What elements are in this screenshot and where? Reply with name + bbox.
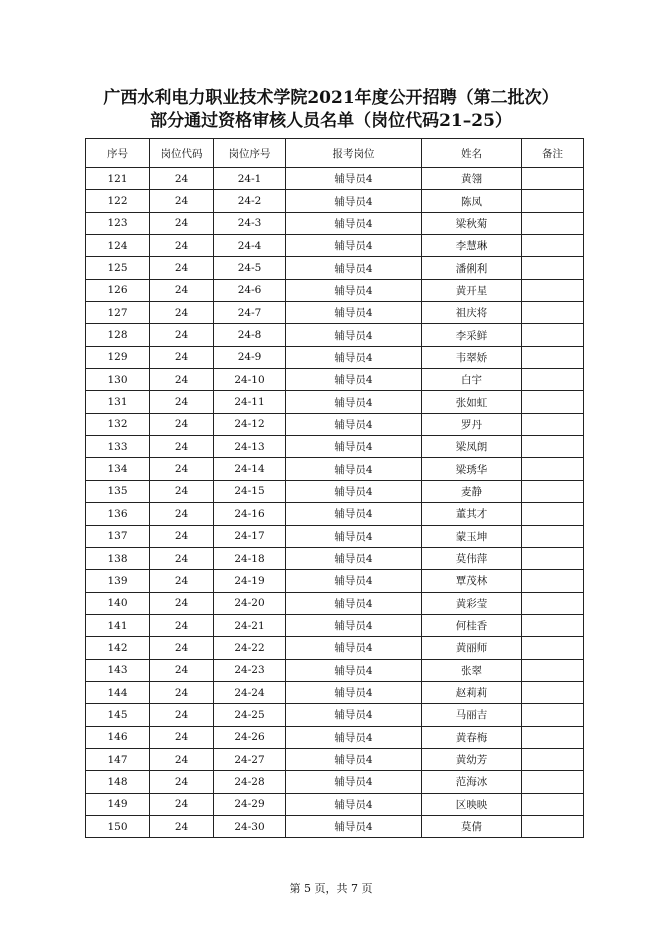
cell-remark [522, 391, 584, 413]
cell-post-code: 24 [150, 190, 214, 212]
cell-name: 梁琇华 [422, 458, 522, 480]
cell-post-code: 24 [150, 592, 214, 614]
cell-post-code: 24 [150, 748, 214, 770]
cell-applied-post: 辅导员4 [286, 480, 422, 502]
table-row [86, 480, 584, 502]
cell-remark [522, 748, 584, 770]
cell-remark [522, 257, 584, 279]
cell-no: 126 [86, 279, 150, 301]
cell-applied-post: 辅导员4 [286, 302, 422, 324]
cell-name: 白宇 [422, 369, 522, 391]
cell-applied-post: 辅导员4 [286, 168, 422, 190]
cell-post-seq: 24-19 [214, 570, 286, 592]
cell-applied-post: 辅导员4 [286, 592, 422, 614]
table-row [86, 547, 584, 569]
cell-name: 蒙玉坤 [422, 525, 522, 547]
table-row [86, 369, 584, 391]
cell-no: 125 [86, 257, 150, 279]
cell-no: 131 [86, 391, 150, 413]
document-title-line2: 部分通过资格审核人员名单（岗位代码21–25） [150, 111, 512, 131]
cell-no: 148 [86, 771, 150, 793]
cell-applied-post: 辅导员4 [286, 570, 422, 592]
cell-no: 141 [86, 614, 150, 636]
cell-post-code: 24 [150, 324, 214, 346]
cell-post-code: 24 [150, 570, 214, 592]
table-row [86, 704, 584, 726]
cell-post-seq: 24-15 [214, 480, 286, 502]
table-row [86, 302, 584, 324]
cell-name: 梁秋菊 [422, 212, 522, 234]
cell-applied-post: 辅导员4 [286, 748, 422, 770]
cell-applied-post: 辅导员4 [286, 659, 422, 681]
cell-applied-post: 辅导员4 [286, 503, 422, 525]
table-row [86, 815, 584, 837]
cell-post-code: 24 [150, 480, 214, 502]
cell-remark [522, 190, 584, 212]
cell-applied-post: 辅导员4 [286, 704, 422, 726]
cell-post-seq: 24-3 [214, 212, 286, 234]
table-row [86, 168, 584, 190]
cell-remark [522, 480, 584, 502]
table-row [86, 525, 584, 547]
cell-applied-post: 辅导员4 [286, 637, 422, 659]
cell-name: 莫伟萍 [422, 547, 522, 569]
cell-remark [522, 302, 584, 324]
cell-no: 132 [86, 413, 150, 435]
cell-name: 李采鲜 [422, 324, 522, 346]
table-row [86, 503, 584, 525]
cell-post-code: 24 [150, 547, 214, 569]
cell-applied-post: 辅导员4 [286, 235, 422, 257]
table-row [86, 458, 584, 480]
table-row [86, 257, 584, 279]
cell-post-seq: 24-17 [214, 525, 286, 547]
cell-post-code: 24 [150, 458, 214, 480]
cell-remark [522, 614, 584, 636]
cell-post-seq: 24-9 [214, 346, 286, 368]
cell-post-seq: 24-18 [214, 547, 286, 569]
cell-name: 赵莉莉 [422, 681, 522, 703]
cell-applied-post: 辅导员4 [286, 257, 422, 279]
cell-name: 黄幼芳 [422, 748, 522, 770]
cell-name: 梁凤朗 [422, 436, 522, 458]
cell-remark [522, 436, 584, 458]
cell-remark [522, 704, 584, 726]
table-row [86, 324, 584, 346]
cell-post-seq: 24-23 [214, 659, 286, 681]
cell-no: 121 [86, 168, 150, 190]
table-body [86, 168, 584, 838]
cell-name: 黄开星 [422, 279, 522, 301]
cell-post-seq: 24-10 [214, 369, 286, 391]
table-row [86, 279, 584, 301]
cell-applied-post: 辅导员4 [286, 413, 422, 435]
cell-remark [522, 458, 584, 480]
cell-no: 139 [86, 570, 150, 592]
cell-post-seq: 24-5 [214, 257, 286, 279]
table-row [86, 614, 584, 636]
table-row [86, 235, 584, 257]
cell-remark [522, 681, 584, 703]
table-row [86, 212, 584, 234]
cell-post-seq: 24-1 [214, 168, 286, 190]
cell-no: 130 [86, 369, 150, 391]
cell-post-seq: 24-7 [214, 302, 286, 324]
cell-post-seq: 24-11 [214, 391, 286, 413]
cell-post-code: 24 [150, 212, 214, 234]
table-row [86, 793, 584, 815]
cell-applied-post: 辅导员4 [286, 212, 422, 234]
cell-name: 罗丹 [422, 413, 522, 435]
cell-post-code: 24 [150, 413, 214, 435]
cell-no: 127 [86, 302, 150, 324]
cell-remark [522, 212, 584, 234]
cell-remark [522, 793, 584, 815]
cell-name: 区映映 [422, 793, 522, 815]
cell-post-code: 24 [150, 525, 214, 547]
cell-no: 136 [86, 503, 150, 525]
cell-post-seq: 24-20 [214, 592, 286, 614]
cell-applied-post: 辅导员4 [286, 525, 422, 547]
cell-post-seq: 24-24 [214, 681, 286, 703]
cell-applied-post: 辅导员4 [286, 681, 422, 703]
cell-post-code: 24 [150, 637, 214, 659]
cell-no: 144 [86, 681, 150, 703]
cell-post-seq: 24-4 [214, 235, 286, 257]
cell-name: 陈凤 [422, 190, 522, 212]
cell-name: 覃茂林 [422, 570, 522, 592]
candidate-table [85, 138, 584, 838]
cell-no: 122 [86, 190, 150, 212]
cell-name: 黄翎 [422, 168, 522, 190]
cell-applied-post: 辅导员4 [286, 771, 422, 793]
cell-remark [522, 413, 584, 435]
header-post-code: 岗位代码 [150, 139, 214, 168]
cell-post-code: 24 [150, 503, 214, 525]
cell-no: 143 [86, 659, 150, 681]
cell-name: 麦静 [422, 480, 522, 502]
cell-applied-post: 辅导员4 [286, 324, 422, 346]
table-row [86, 413, 584, 435]
cell-no: 124 [86, 235, 150, 257]
cell-remark [522, 503, 584, 525]
cell-name: 黄彩莹 [422, 592, 522, 614]
cell-name: 张如虹 [422, 391, 522, 413]
cell-remark [522, 547, 584, 569]
cell-name: 何桂香 [422, 614, 522, 636]
cell-name: 张翠 [422, 659, 522, 681]
header-no: 序号 [86, 139, 150, 168]
cell-name: 潘俐利 [422, 257, 522, 279]
table-row [86, 748, 584, 770]
cell-no: 134 [86, 458, 150, 480]
cell-remark [522, 346, 584, 368]
cell-post-code: 24 [150, 346, 214, 368]
cell-post-code: 24 [150, 704, 214, 726]
cell-remark [522, 637, 584, 659]
table-row [86, 681, 584, 703]
page-footer: 第 5 页，共 7 页 [289, 882, 373, 895]
table-row [86, 190, 584, 212]
cell-post-code: 24 [150, 815, 214, 837]
cell-remark [522, 369, 584, 391]
cell-applied-post: 辅导员4 [286, 346, 422, 368]
cell-name: 韦翠娇 [422, 346, 522, 368]
cell-name: 马丽吉 [422, 704, 522, 726]
cell-remark [522, 279, 584, 301]
cell-name: 祖庆将 [422, 302, 522, 324]
cell-post-code: 24 [150, 771, 214, 793]
cell-post-seq: 24-30 [214, 815, 286, 837]
cell-no: 129 [86, 346, 150, 368]
cell-applied-post: 辅导员4 [286, 793, 422, 815]
cell-name: 莫倩 [422, 815, 522, 837]
cell-name: 范海冰 [422, 771, 522, 793]
header-name: 姓名 [422, 139, 522, 168]
cell-applied-post: 辅导员4 [286, 369, 422, 391]
cell-no: 140 [86, 592, 150, 614]
cell-post-seq: 24-29 [214, 793, 286, 815]
cell-post-code: 24 [150, 302, 214, 324]
cell-post-seq: 24-16 [214, 503, 286, 525]
cell-remark [522, 592, 584, 614]
cell-post-seq: 24-6 [214, 279, 286, 301]
table-row [86, 570, 584, 592]
cell-applied-post: 辅导员4 [286, 547, 422, 569]
cell-name: 李慧琳 [422, 235, 522, 257]
cell-name: 黄丽师 [422, 637, 522, 659]
cell-post-code: 24 [150, 726, 214, 748]
table-row [86, 436, 584, 458]
cell-applied-post: 辅导员4 [286, 726, 422, 748]
cell-no: 135 [86, 480, 150, 502]
cell-post-code: 24 [150, 168, 214, 190]
cell-applied-post: 辅导员4 [286, 458, 422, 480]
cell-post-code: 24 [150, 235, 214, 257]
cell-no: 138 [86, 547, 150, 569]
cell-name: 黄春梅 [422, 726, 522, 748]
cell-post-seq: 24-12 [214, 413, 286, 435]
cell-no: 149 [86, 793, 150, 815]
cell-applied-post: 辅导员4 [286, 391, 422, 413]
cell-applied-post: 辅导员4 [286, 614, 422, 636]
cell-no: 142 [86, 637, 150, 659]
cell-applied-post: 辅导员4 [286, 190, 422, 212]
cell-remark [522, 659, 584, 681]
cell-remark [522, 570, 584, 592]
cell-name: 董其才 [422, 503, 522, 525]
cell-no: 146 [86, 726, 150, 748]
cell-post-seq: 24-2 [214, 190, 286, 212]
cell-no: 123 [86, 212, 150, 234]
cell-applied-post: 辅导员4 [286, 815, 422, 837]
cell-remark [522, 771, 584, 793]
header-applied-post: 报考岗位 [286, 139, 422, 168]
table-row [86, 391, 584, 413]
header-post-seq: 岗位序号 [214, 139, 286, 168]
table-row [86, 771, 584, 793]
cell-post-seq: 24-8 [214, 324, 286, 346]
cell-post-code: 24 [150, 436, 214, 458]
cell-no: 147 [86, 748, 150, 770]
cell-post-code: 24 [150, 793, 214, 815]
cell-no: 133 [86, 436, 150, 458]
cell-no: 137 [86, 525, 150, 547]
cell-post-code: 24 [150, 369, 214, 391]
table-row [86, 637, 584, 659]
cell-remark [522, 815, 584, 837]
cell-no: 145 [86, 704, 150, 726]
header-remark: 备注 [522, 139, 584, 168]
cell-no: 128 [86, 324, 150, 346]
cell-applied-post: 辅导员4 [286, 436, 422, 458]
table-header-row [86, 139, 584, 168]
cell-post-code: 24 [150, 659, 214, 681]
cell-post-code: 24 [150, 279, 214, 301]
table-row [86, 346, 584, 368]
document-title-line1: 广西水利电力职业技术学院2021年度公开招聘（第二批次） [103, 88, 559, 108]
cell-post-code: 24 [150, 681, 214, 703]
cell-post-seq: 24-13 [214, 436, 286, 458]
cell-post-seq: 24-25 [214, 704, 286, 726]
cell-no: 150 [86, 815, 150, 837]
table-row [86, 659, 584, 681]
cell-post-seq: 24-21 [214, 614, 286, 636]
cell-remark [522, 726, 584, 748]
cell-post-seq: 24-27 [214, 748, 286, 770]
cell-remark [522, 168, 584, 190]
cell-applied-post: 辅导员4 [286, 279, 422, 301]
cell-post-code: 24 [150, 391, 214, 413]
cell-post-seq: 24-22 [214, 637, 286, 659]
cell-remark [522, 324, 584, 346]
cell-remark [522, 235, 584, 257]
table-row [86, 592, 584, 614]
cell-post-seq: 24-26 [214, 726, 286, 748]
cell-post-seq: 24-14 [214, 458, 286, 480]
table-row [86, 726, 584, 748]
cell-post-code: 24 [150, 257, 214, 279]
cell-post-seq: 24-28 [214, 771, 286, 793]
cell-remark [522, 525, 584, 547]
cell-post-code: 24 [150, 614, 214, 636]
